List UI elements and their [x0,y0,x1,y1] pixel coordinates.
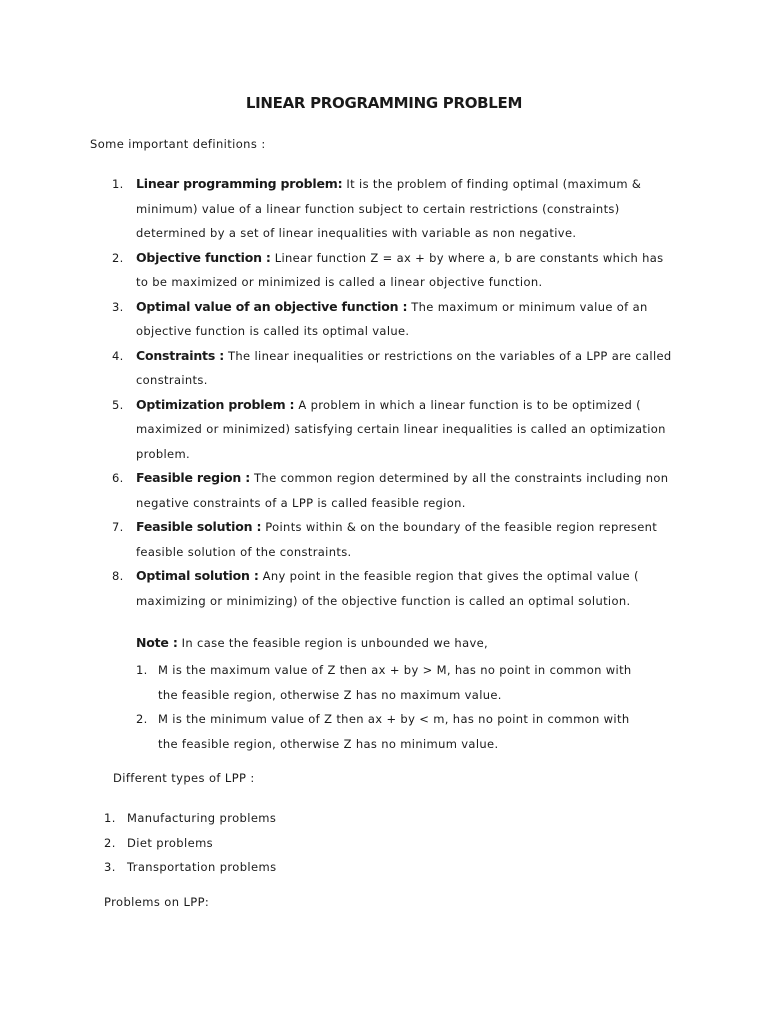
list-number: 2. [112,250,124,265]
definition-item [0,172,768,246]
definitions-list [0,172,768,613]
note-text: In case the feasible region is unbounded we have, [177,636,489,650]
note-item [0,658,768,707]
definition-item [0,246,768,295]
list-number: 3. [104,860,116,874]
definition-term: Optimal value of an objective function : [136,298,408,314]
definition-text: Linear function Z = ax + by where a, b are constants which has to be maximized or minimized is called a linear objective function. [136,250,664,289]
intro-text: Some important definitions : [90,137,266,151]
note-item-text: M is the maximum value of Z then ax + by > M, has no point in common with the feasible region, otherwise Z has no maximum value. [158,663,632,702]
list-number: 5. [112,397,124,412]
definition-term: Constraints : [136,347,225,363]
list-number: 4. [112,348,124,363]
list-item [0,855,768,880]
note-label: Note : [136,635,178,650]
definition-item [0,515,768,564]
type-text: Transportation problems [127,860,277,874]
definition-text: The common region determined by all the constraints including non negative constraints of a LPP is called feasible region. [136,471,669,510]
list-number: 1. [112,177,124,191]
definition-item [0,564,768,613]
definition-term: Feasible region : [136,470,251,485]
definition-term: Linear programming problem: [136,176,343,191]
list-number: 1. [104,811,116,825]
list-number: 2. [136,712,148,726]
definition-text: It is the problem of finding optimal (maximum & minimum) value of a linear function subject to certain restrictions (constraints) determined by a set of linear inequalities with variable as non negative. [136,177,642,240]
definition-text: The linear inequalities or restrictions on the variables of a LPP are called constraints. [136,348,672,387]
list-item [0,831,768,856]
type-text: Diet problems [127,835,214,850]
definition-item [0,344,768,393]
definition-item [0,393,768,467]
list-number: 2. [104,835,116,850]
type-text: Manufacturing problems [127,811,277,825]
definition-term: Objective function : [136,249,271,265]
page-title: LINEAR PROGRAMMING PROBLEM [245,94,523,112]
list-number: 3. [112,299,124,314]
definition-text: A problem in which a linear function is to be optimized ( maximized or minimized) satisfying certain linear inequalities is called an optimization problem. [136,397,666,461]
note-item [0,707,768,756]
list-number: 8. [112,569,124,583]
types-list [0,806,768,880]
definition-term: Feasible solution : [136,519,262,534]
list-number: 1. [136,663,148,677]
note-item-text: M is the minimum value of Z then ax + by < m, has no point in common with the feasible region, otherwise Z has no minimum value. [158,712,630,751]
definition-item [0,295,768,344]
problems-heading: Problems on LPP: [104,895,210,909]
definition-term: Optimal solution : [136,568,259,583]
list-item [0,806,768,831]
definition-term: Optimization problem : [136,396,295,412]
definition-text: Any point in the feasible region that gives the optimal value ( maximizing or minimizing) of the objective function is called an optimal solution. [136,569,639,608]
definition-text: Points within & on the boundary of the feasible region represent feasible solution of the constraints. [136,520,658,559]
definition-text: The maximum or minimum value of an objective function is called its optimal value. [136,299,648,338]
types-heading: Different types of LPP : [113,771,255,785]
note-paragraph [136,635,488,650]
definition-item [0,466,768,515]
list-number: 6. [112,471,124,485]
list-number: 7. [112,520,124,534]
note-list [0,658,768,756]
